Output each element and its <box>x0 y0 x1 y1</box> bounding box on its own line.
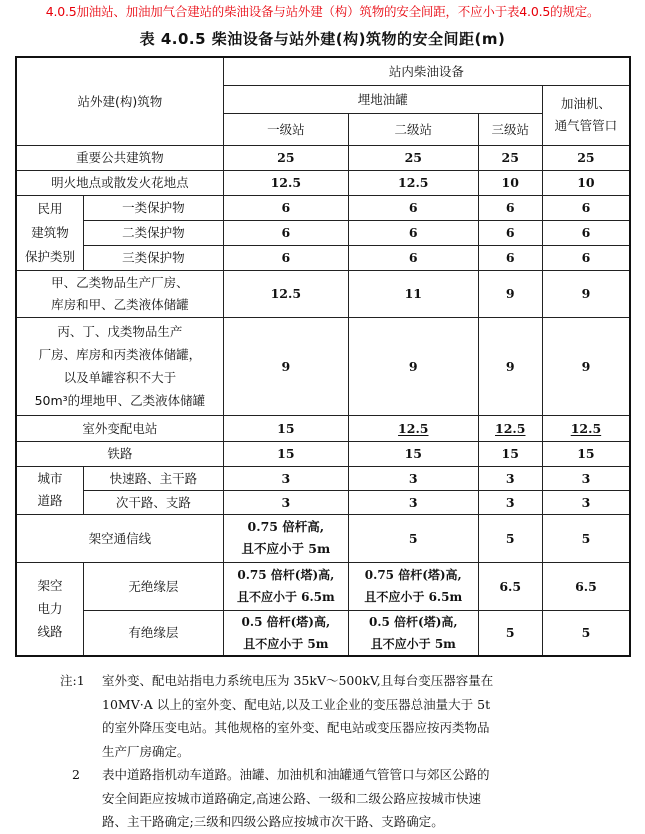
cell-value: 3 <box>542 490 630 514</box>
row-label: 无绝缘层 <box>84 562 224 610</box>
note-line: 生产厂房确定。 <box>102 743 190 759</box>
cell-value: 9 <box>542 270 630 317</box>
cell-value <box>348 562 478 610</box>
row-label: 明火地点或散发火花地点 <box>16 170 223 195</box>
cell-value: 25 <box>542 145 630 170</box>
header-group: 站内柴油设备 <box>223 57 630 85</box>
cell-value-line: 且不应小于 5m <box>241 541 331 556</box>
row-label: 架空通信线 <box>16 514 223 562</box>
table-row <box>16 514 630 562</box>
table-row <box>16 562 630 610</box>
table-row <box>16 490 630 514</box>
header-row-label: 站外建(构)筑物 <box>16 57 223 145</box>
table-row <box>16 195 630 220</box>
note-line: 的室外降压变电站。其他规格的室外变、配电站或变压器应按丙类物品 <box>102 720 490 735</box>
row-label-line: 厂房、库房和丙类液体储罐， <box>38 347 202 362</box>
header-col4-line2: 通气管管口 <box>554 118 618 133</box>
cell-value: 3 <box>223 466 348 490</box>
cell-value <box>348 610 478 656</box>
cell-value: 3 <box>223 490 348 514</box>
cell-value-line: 0.5 倍杆(塔)高, <box>368 614 458 629</box>
cell-value: 3 <box>478 466 542 490</box>
power-group-line: 线路 <box>37 624 63 640</box>
cell-value: 12.5 <box>223 270 348 317</box>
row-label: 一类保护物 <box>84 195 224 220</box>
cell-value: 5 <box>542 610 630 656</box>
cell-value: 15 <box>542 441 630 466</box>
table-row <box>16 466 630 490</box>
cell-value: 3 <box>542 466 630 490</box>
row-label: 二类保护物 <box>84 220 224 245</box>
cell-value-line: 0.5 倍杆(塔)高, <box>241 614 331 629</box>
cell-value: 6 <box>348 245 478 270</box>
cell-value: 9 <box>223 317 348 415</box>
cell-value <box>223 610 348 656</box>
cell-value: 3 <box>348 490 478 514</box>
table-row <box>16 245 630 270</box>
table-row <box>16 170 630 195</box>
cell-value: 6 <box>223 220 348 245</box>
cell-value-line: 0.75 倍杆(塔)高, <box>237 568 335 582</box>
cell-value: 6 <box>542 195 630 220</box>
cell-value: 6.5 <box>542 562 630 610</box>
row-label <box>16 270 223 317</box>
cell-value: 25 <box>348 145 478 170</box>
civil-group-label <box>16 195 84 270</box>
cell-value: 5 <box>542 514 630 562</box>
cell-value: 9 <box>542 317 630 415</box>
power-group-line: 电力 <box>37 601 63 617</box>
civil-group-line: 保护类别 <box>25 248 76 264</box>
table-row <box>16 441 630 466</box>
cell-value: 5 <box>348 514 478 562</box>
cell-value: 6 <box>223 245 348 270</box>
row-label-line: 丙、丁、戊类物品生产 <box>57 324 183 339</box>
power-group-line: 架空 <box>37 578 63 594</box>
cell-value: 6 <box>478 195 542 220</box>
cell-value-line: 0.75 倍杆高, <box>247 519 325 534</box>
row-label <box>16 317 223 415</box>
cell-value: 6 <box>478 245 542 270</box>
cell-value: 6 <box>478 220 542 245</box>
row-label: 铁路 <box>16 441 223 466</box>
cell-value-line: 且不应小于 6.5m <box>364 590 463 604</box>
header-col1: 一级站 <box>223 113 348 145</box>
cell-value: 12.5 <box>348 170 478 195</box>
row-label-line: 50m³的埋地甲、乙类液体储罐 <box>34 393 206 408</box>
civil-group-line: 建筑物 <box>31 224 69 240</box>
header-col2: 二级站 <box>348 113 478 145</box>
row-label: 三类保护物 <box>84 245 224 270</box>
note-line: 表中道路指机动车道路。油罐、加油机和油罐通气管管口与郊区公路的 <box>102 767 490 782</box>
note-line: 10MV·A 以上的室外变、配电站,以及工业企业的变压器总油量大于 5t <box>102 696 491 712</box>
cell-value: 9 <box>478 317 542 415</box>
table-row <box>16 415 630 441</box>
cell-value: 9 <box>348 317 478 415</box>
table-row <box>16 610 630 656</box>
cell-value: 25 <box>478 145 542 170</box>
note-label: 注:1 <box>60 673 85 688</box>
row-label: 有绝缘层 <box>84 610 224 656</box>
cell-value: 6 <box>542 245 630 270</box>
intro-text: 4.0.5加油站、加油加气合建站的柴油设备与站外建（构）筑物的安全间距，不应小于表4.0.5的规定。 <box>45 4 600 19</box>
road-group-line: 城市 <box>37 471 63 486</box>
cell-value: 5 <box>478 514 542 562</box>
cell-value-line: 0.75 倍杆(塔)高, <box>364 568 462 582</box>
cell-value: 6 <box>348 195 478 220</box>
note-1 <box>102 669 582 763</box>
cell-value: 15 <box>348 441 478 466</box>
cell-value: 3 <box>348 466 478 490</box>
table-row <box>16 145 630 170</box>
cell-value: 10 <box>542 170 630 195</box>
cell-value <box>223 562 348 610</box>
cell-value: 15 <box>223 441 348 466</box>
civil-group-line: 民用 <box>37 200 63 216</box>
power-group-label <box>16 562 84 656</box>
cell-value: 11 <box>348 270 478 317</box>
cell-value-line: 且不应小于 5m <box>243 636 329 651</box>
cell-value: 6 <box>542 220 630 245</box>
cell-value: 3 <box>478 490 542 514</box>
table-row <box>16 270 630 317</box>
note-line: 室外变、配电站指电力系统电压为 35kV～500kV,且每台变压器容量在 <box>102 673 494 688</box>
cell-value: 12.5 <box>570 420 602 436</box>
header-col3: 三级站 <box>478 113 542 145</box>
table-title: 表 4.0.5 柴油设备与站外建(构)筑物的安全间距(m) <box>139 30 506 48</box>
cell-value: 6 <box>223 195 348 220</box>
note-line: 安全间距应按城市道路确定,高速公路、一级和二级公路应按城市快速 <box>102 790 481 806</box>
row-label: 次干路、支路 <box>84 490 224 514</box>
row-label: 室外变配电站 <box>16 415 223 441</box>
cell-value: 15 <box>223 415 348 441</box>
cell-value: 12.5 <box>223 170 348 195</box>
table-row <box>16 220 630 245</box>
note-2-number: 2 <box>72 767 80 782</box>
header-tank-group: 埋地油罐 <box>223 85 542 113</box>
cell-value: 10 <box>478 170 542 195</box>
row-label-line: 甲、乙类物品生产厂房、 <box>51 274 189 290</box>
cell-value: 9 <box>478 270 542 317</box>
cell-value: 6 <box>348 220 478 245</box>
row-label: 快速路、主干路 <box>84 466 224 490</box>
table-row <box>16 317 630 415</box>
cell-value: 12.5 <box>398 420 429 436</box>
cell-value <box>223 514 348 562</box>
cell-value: 5 <box>478 610 542 656</box>
note-line: 路、主干路确定;三级和四级公路应按城市次干路、支路确定。 <box>102 814 444 829</box>
distance-table <box>15 56 631 657</box>
road-group-line: 道路 <box>37 493 63 508</box>
cell-value: 25 <box>223 145 348 170</box>
road-group-label <box>16 466 84 514</box>
header-col4 <box>542 85 630 145</box>
cell-value: 6.5 <box>478 562 542 610</box>
header-col4-line1: 加油机、 <box>560 96 611 111</box>
note-2 <box>102 763 582 834</box>
row-label: 重要公共建筑物 <box>16 145 223 170</box>
cell-value: 12.5 <box>495 420 526 436</box>
row-label-line: 以及单罐容积不大于 <box>63 370 177 385</box>
cell-value-line: 且不应小于 5m <box>370 636 456 651</box>
cell-value-line: 且不应小于 6.5m <box>236 590 335 604</box>
row-label-line: 库房和甲、乙类液体储罐 <box>51 296 189 312</box>
cell-value: 15 <box>478 441 542 466</box>
